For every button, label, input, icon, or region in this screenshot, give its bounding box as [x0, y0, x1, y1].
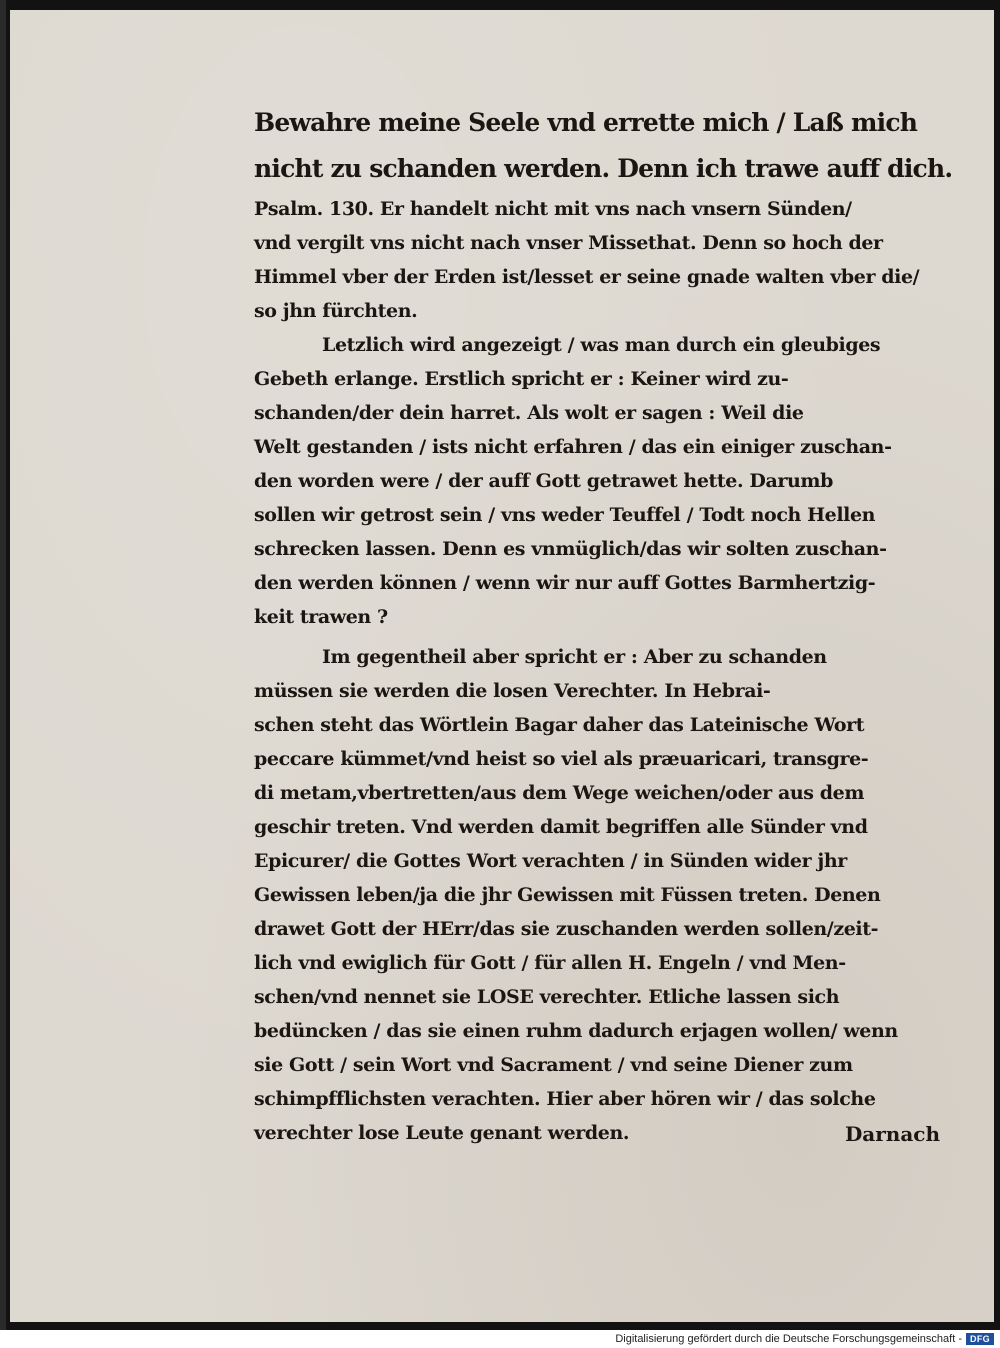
text-line: schrecken lassen. Denn es vnmüglich/das wir solten zuschan-: [254, 538, 887, 560]
text-line: Letzlich wird angezeigt / was man durch ein gleubiges: [322, 334, 881, 356]
dfg-logo-icon: DFG: [966, 1333, 994, 1345]
text-line: vnd vergilt vns nicht nach vnser Missethat. Denn so hoch der: [254, 232, 883, 254]
text-line: sie Gott / sein Wort vnd Sacrament / vnd seine Diener zum: [254, 1054, 853, 1076]
catchword: Darnach: [844, 1122, 940, 1146]
text-line: peccare kümmet/vnd heist so viel als præuaricari, transgre-: [254, 748, 869, 770]
text-line: schimpfflichsten verachten. Hier aber hören wir / das solche: [254, 1088, 876, 1110]
text-line: müssen sie werden die losen Verechter. In Hebrai-: [254, 680, 771, 702]
footer-bar: [0, 1330, 1000, 1348]
text-line: lich vnd ewiglich für Gott / für allen H. Engeln / vnd Men-: [254, 952, 846, 974]
scan-edge: [0, 0, 6, 1330]
text-line: so jhn fürchten.: [254, 300, 418, 322]
text-line: den worden were / der auff Gott getrawet hette. Darumb: [254, 470, 833, 492]
text-line: Im gegentheil aber spricht er : Aber zu schanden: [322, 646, 827, 668]
text-line: bedüncken / das sie einen ruhm dadurch erjagen wollen/ wenn: [254, 1020, 898, 1042]
text-line: Bewahre meine Seele vnd errette mich / Laß mich: [254, 108, 918, 137]
text-line: geschir treten. Vnd werden damit begriffen alle Sünder vnd: [254, 816, 868, 838]
text-line: den werden können / wenn wir nur auff Gottes Barmhertzig-: [254, 572, 876, 594]
text-line: Gewissen leben/ja die jhr Gewissen mit Füssen treten. Denen: [254, 884, 881, 906]
text-line: Epicurer/ die Gottes Wort verachten / in Sünden wider jhr: [254, 850, 847, 872]
text-line: sollen wir getrost sein / vns weder Teuffel / Todt noch Hellen: [254, 504, 876, 526]
text-line: schen/vnd nennet sie LOSE verechter. Etliche lassen sich: [254, 986, 840, 1008]
text-line: schen steht das Wörtlein Bagar daher das Lateinische Wort: [254, 714, 865, 736]
text-line: Gebeth erlange. Erstlich spricht er : Keiner wird zu-: [254, 368, 789, 390]
text-line: Himmel vber der Erden ist/lesset er seine gnade walten vber die/: [254, 266, 920, 288]
text-line: verechter lose Leute genant werden.: [254, 1122, 630, 1144]
text-line: schanden/der dein harret. Als wolt er sagen : Weil die: [254, 402, 804, 424]
text-line: keit trawen ?: [254, 606, 388, 628]
book-page: [10, 10, 994, 1322]
funding-credit: Digitalisierung gefördert durch die Deutsche Forschungsgemeinschaft -: [615, 1333, 962, 1345]
text-line: nicht zu schanden werden. Denn ich trawe auff dich.: [254, 154, 953, 183]
page-text: [254, 100, 954, 1150]
text-line: drawet Gott der HErr/das sie zuschanden werden sollen/zeit-: [254, 918, 879, 940]
text-line: di metam,vbertretten/aus dem Wege weichen/oder aus dem: [254, 782, 865, 804]
text-line: Psalm. 130. Er handelt nicht mit vns nach vnsern Sünden/: [254, 198, 852, 220]
text-line: Welt gestanden / ists nicht erfahren / das ein einiger zuschan-: [254, 436, 892, 458]
